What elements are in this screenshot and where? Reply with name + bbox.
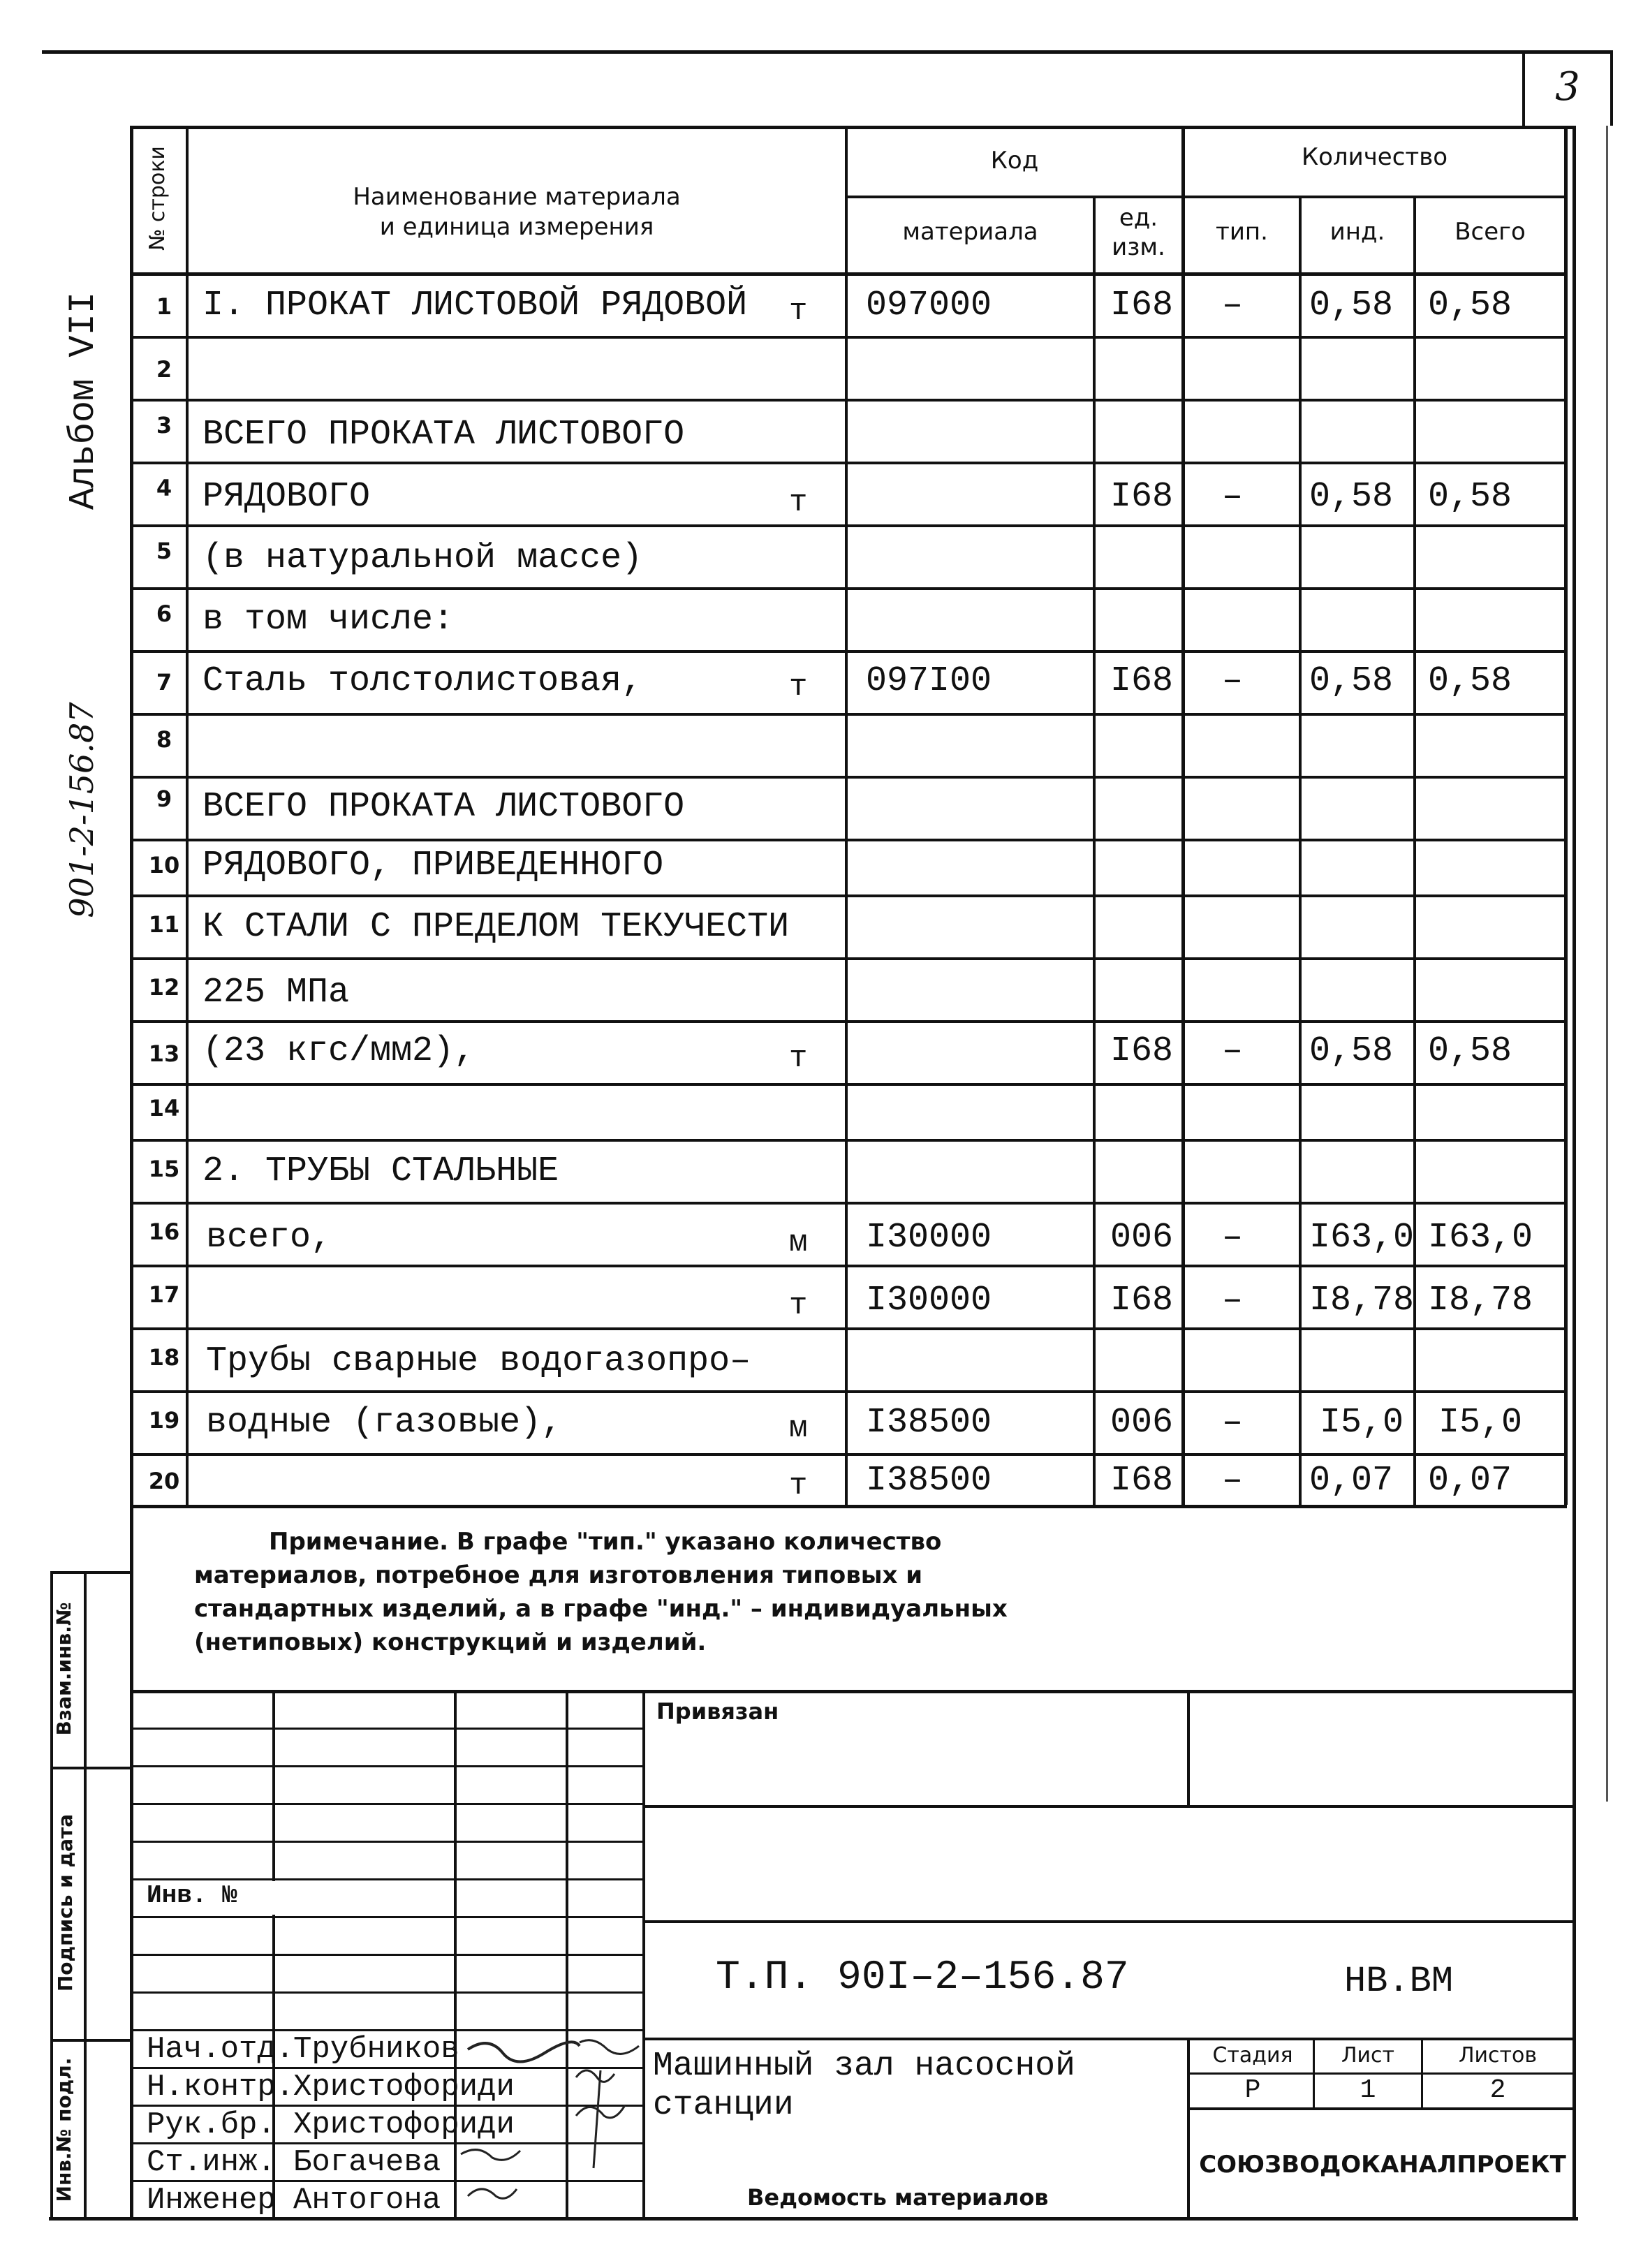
qty-typ: –	[1222, 1218, 1244, 1258]
doc-number: Т.П. 90I–2–156.87	[716, 1955, 1129, 2001]
unit: м	[789, 1411, 808, 1446]
row-sep	[130, 1453, 1567, 1456]
unit-code: I68	[1110, 1281, 1174, 1320]
album-label: Альбом VII	[63, 291, 104, 510]
row-sep	[130, 336, 1567, 339]
row-number: 19	[148, 1407, 180, 1434]
row-sep	[130, 587, 1567, 590]
page-number-box-right	[1610, 50, 1613, 126]
row-sep	[130, 1020, 1567, 1023]
unit: м	[789, 1225, 808, 1260]
qty-ind: I8,78	[1309, 1281, 1415, 1320]
qty-ind: I5,0	[1320, 1403, 1404, 1443]
material-name: К СТАЛИ С ПРЕДЕЛОМ ТЕКУЧЕСТИ	[202, 907, 790, 947]
qty-total: 0,58	[1428, 286, 1512, 325]
tb-right-row4	[1187, 2072, 1575, 2075]
material-name: 2. ТРУБЫ СТАЛЬНЫЕ	[202, 1151, 559, 1191]
row-sep	[130, 462, 1567, 464]
material-name: ВСЕГО ПРОКАТА ЛИСТОВОГО	[202, 415, 685, 455]
tb-row	[130, 1803, 642, 1805]
object-name-2: станции	[653, 2086, 794, 2124]
row-sep	[130, 1390, 1567, 1393]
tb-row	[130, 1954, 642, 1956]
qty-total: I5,0	[1438, 1403, 1523, 1443]
tb-row	[130, 1728, 642, 1730]
material-code: 097I00	[866, 661, 992, 701]
unit-code: I68	[1110, 1461, 1174, 1501]
row-sep	[130, 1139, 1567, 1142]
hdr-code-unit-1: ед.	[1119, 204, 1158, 232]
note-line: Примечание. В графе "тип." указано количество	[269, 1528, 942, 1556]
row-number: 20	[148, 1468, 180, 1494]
qty-total: 0,07	[1428, 1461, 1512, 1501]
tb-row	[130, 1765, 642, 1767]
tb-right-row2	[642, 1920, 1575, 1923]
row-number: 15	[148, 1156, 180, 1182]
staff-role: Н.контр.	[147, 2070, 295, 2105]
hdr-row-number: № строки	[145, 146, 170, 251]
row-number: 2	[156, 356, 172, 383]
sheet-label: Лист	[1341, 2043, 1395, 2068]
material-name: РЯДОВОГО, ПРИВЕДЕННОГО	[202, 846, 664, 885]
unit-code: 006	[1110, 1218, 1174, 1258]
row-number: 14	[148, 1095, 180, 1121]
frame-right-outer	[1606, 126, 1608, 1802]
organization: СОЮЗВОДОКАНАЛПРОЕКТ	[1199, 2151, 1566, 2179]
doc-mark: НВ.ВМ	[1344, 1961, 1454, 2002]
col-line-rownum	[186, 126, 189, 1505]
frame-bottom	[49, 2217, 1578, 2221]
qty-ind: I63,0	[1309, 1218, 1415, 1258]
row-sep	[130, 1083, 1567, 1086]
unit: т	[789, 1041, 808, 1076]
row-sep	[130, 957, 1567, 960]
material-name: ВСЕГО ПРОКАТА ЛИСТОВОГО	[202, 787, 685, 827]
col-line-ind	[1299, 196, 1302, 1505]
qty-total: 0,58	[1428, 477, 1512, 517]
row-number: 8	[156, 726, 172, 753]
row-sep	[130, 776, 1567, 779]
hdr-qty: Количество	[1301, 143, 1448, 171]
row-number: 12	[148, 974, 180, 1001]
page-number-box-left	[1522, 50, 1525, 126]
row-sep	[130, 524, 1567, 527]
tb-row	[130, 1878, 642, 1880]
frame-right	[1572, 126, 1576, 1802]
row-sep	[130, 1327, 1567, 1330]
unit-code: I68	[1110, 286, 1174, 325]
hdr-line-mid	[845, 196, 1567, 198]
row-number: 7	[156, 669, 172, 695]
material-code: I38500	[866, 1461, 992, 1501]
material-code: I30000	[866, 1218, 992, 1258]
table-bottom	[130, 1505, 1567, 1508]
row-sep	[130, 399, 1567, 402]
sheet-title: Ведомость материалов	[747, 2184, 1049, 2211]
note-line: стандартных изделий, а в графе "инд." – индивидуальных	[194, 1595, 1008, 1623]
tb-col	[642, 1690, 645, 2217]
hdr-qty-typ: тип.	[1216, 218, 1268, 246]
row-sep	[130, 839, 1567, 841]
top-border	[42, 50, 1613, 54]
qty-typ: –	[1222, 1281, 1244, 1320]
privyazan-label: Привязан	[656, 1698, 779, 1725]
row-number: 6	[156, 601, 172, 627]
qty-ind: 0,58	[1309, 1031, 1394, 1071]
material-code: I38500	[866, 1403, 992, 1443]
qty-total: 0,58	[1428, 1031, 1512, 1071]
tb-right-row5	[1187, 2107, 1575, 2110]
unit: т	[789, 294, 808, 329]
staff-role: Рук.бр.	[147, 2107, 276, 2142]
unit-code: 006	[1110, 1403, 1174, 1443]
row-sep	[130, 1202, 1567, 1205]
hdr-qty-ind: инд.	[1329, 218, 1385, 246]
row-number: 11	[148, 911, 180, 938]
qty-typ: –	[1222, 1461, 1244, 1501]
tb-right-col2	[1187, 2038, 1190, 2217]
unit: т	[789, 485, 808, 520]
staff-role: Инженер	[147, 2183, 276, 2218]
material-name: Сталь толстолистовая,	[202, 661, 643, 701]
row-number: 18	[148, 1344, 180, 1371]
unit-code: I68	[1110, 1031, 1174, 1071]
tb-right-edge	[1572, 1690, 1576, 2221]
unit-code: I68	[1110, 661, 1174, 701]
col-line-right	[1564, 126, 1568, 1505]
doc-code-handwritten: 901-2-156.87	[63, 702, 101, 918]
hdr-line-bottom	[130, 272, 1567, 276]
tb-right-row3	[642, 2038, 1575, 2040]
tb-top	[130, 1690, 1575, 1693]
row-number: 1	[156, 293, 172, 320]
unit: т	[789, 670, 808, 705]
qty-typ: –	[1222, 1031, 1244, 1071]
stage-value: Р	[1244, 2075, 1261, 2105]
row-sep	[130, 894, 1567, 897]
row-sep	[130, 1265, 1567, 1267]
hdr-code-material: материала	[902, 218, 1038, 246]
material-name: (в натуральной массе)	[202, 538, 643, 578]
qty-total: I63,0	[1428, 1218, 1533, 1258]
staff-role: Ст.инж.	[147, 2145, 276, 2180]
qty-typ: –	[1222, 1403, 1244, 1443]
stamp-col-top	[50, 1571, 133, 1574]
tb-row	[130, 1916, 642, 1918]
note-line: (нетиповых) конструкций и изделий.	[194, 1628, 707, 1656]
qty-total: I8,78	[1428, 1281, 1533, 1320]
row-sep	[130, 713, 1567, 716]
staff-name: Богачева	[293, 2145, 441, 2180]
tb-row	[130, 1991, 642, 1994]
tb-row	[130, 1841, 642, 1843]
frame-left	[130, 126, 133, 2217]
col-line-code-unit	[1093, 196, 1096, 1505]
staff-name: Христофориди	[293, 2107, 515, 2142]
qty-ind: 0,58	[1309, 661, 1394, 701]
stamp-col-mid	[84, 1571, 87, 2217]
page-number: 3	[1555, 64, 1580, 110]
stage-label: Стадия	[1212, 2043, 1293, 2068]
qty-ind: 0,58	[1309, 286, 1394, 325]
material-name: Трубы сварные водогазопро–	[206, 1341, 751, 1381]
unit: т	[789, 1288, 808, 1323]
sheets-label: Листов	[1458, 2043, 1538, 2068]
qty-typ: –	[1222, 286, 1244, 325]
hdr-code: Код	[990, 147, 1039, 175]
material-name: 225 МПа	[202, 973, 350, 1012]
row-number: 4	[156, 475, 172, 501]
stamp-col-div2	[50, 2039, 133, 2042]
unit: т	[789, 1468, 808, 1503]
row-number: 13	[148, 1040, 180, 1067]
material-name: водные (газовые),	[206, 1403, 563, 1443]
material-name: (23 кгс/мм2),	[202, 1031, 476, 1071]
row-number: 5	[156, 538, 172, 564]
stamp-label-vzam: Взам.инв.№	[52, 1602, 75, 1736]
qty-ind: 0,58	[1309, 477, 1394, 517]
staff-name: Трубников	[293, 2032, 459, 2067]
row-number: 3	[156, 412, 172, 439]
material-name: РЯДОВОГО	[202, 477, 371, 517]
stamp-label-inv: Инв.№ подл.	[52, 2057, 75, 2202]
qty-typ: –	[1222, 661, 1244, 701]
staff-name: Христофориди	[293, 2070, 515, 2105]
unit-code: I68	[1110, 477, 1174, 517]
row-number: 16	[148, 1218, 180, 1245]
qty-typ: –	[1222, 477, 1244, 517]
row-number: 10	[148, 852, 180, 878]
staff-role: Нач.отд.	[147, 2032, 295, 2067]
col-line-name	[845, 126, 848, 1505]
row-number: 9	[156, 786, 172, 812]
material-name: всего,	[206, 1218, 332, 1258]
inv-no-label: Инв. №	[147, 1881, 237, 1910]
sheets-value: 2	[1489, 2075, 1506, 2105]
tb-right-row1	[642, 1805, 1575, 1808]
hdr-name-2: и единица измерения	[379, 213, 654, 241]
material-code: I30000	[866, 1281, 992, 1320]
note-line: материалов, потребное для изготовления типовых и	[194, 1561, 923, 1589]
sheet-value: 1	[1360, 2075, 1376, 2105]
hdr-code-unit-2: изм.	[1112, 233, 1165, 261]
material-name: в том числе:	[202, 600, 455, 640]
tb-right-col1	[1187, 1690, 1190, 1806]
col-line-qty	[1181, 126, 1185, 1505]
stamp-label-podpis: Подпись и дата	[54, 1813, 77, 1992]
hdr-qty-total: Всего	[1454, 218, 1526, 246]
staff-name: Антогона	[293, 2183, 441, 2218]
frame-top	[130, 126, 1575, 129]
qty-total: 0,58	[1428, 661, 1512, 701]
material-code: 097000	[866, 286, 992, 325]
row-number: 17	[148, 1281, 180, 1308]
hdr-name-1: Наименование материала	[353, 183, 681, 211]
object-name-1: Машинный зал насосной	[653, 2047, 1075, 2085]
row-sep	[130, 650, 1567, 653]
material-name: I. ПРОКАТ ЛИСТОВОЙ РЯДОВОЙ	[202, 286, 748, 325]
qty-ind: 0,07	[1309, 1461, 1394, 1501]
signatures-icon	[454, 2028, 642, 2217]
